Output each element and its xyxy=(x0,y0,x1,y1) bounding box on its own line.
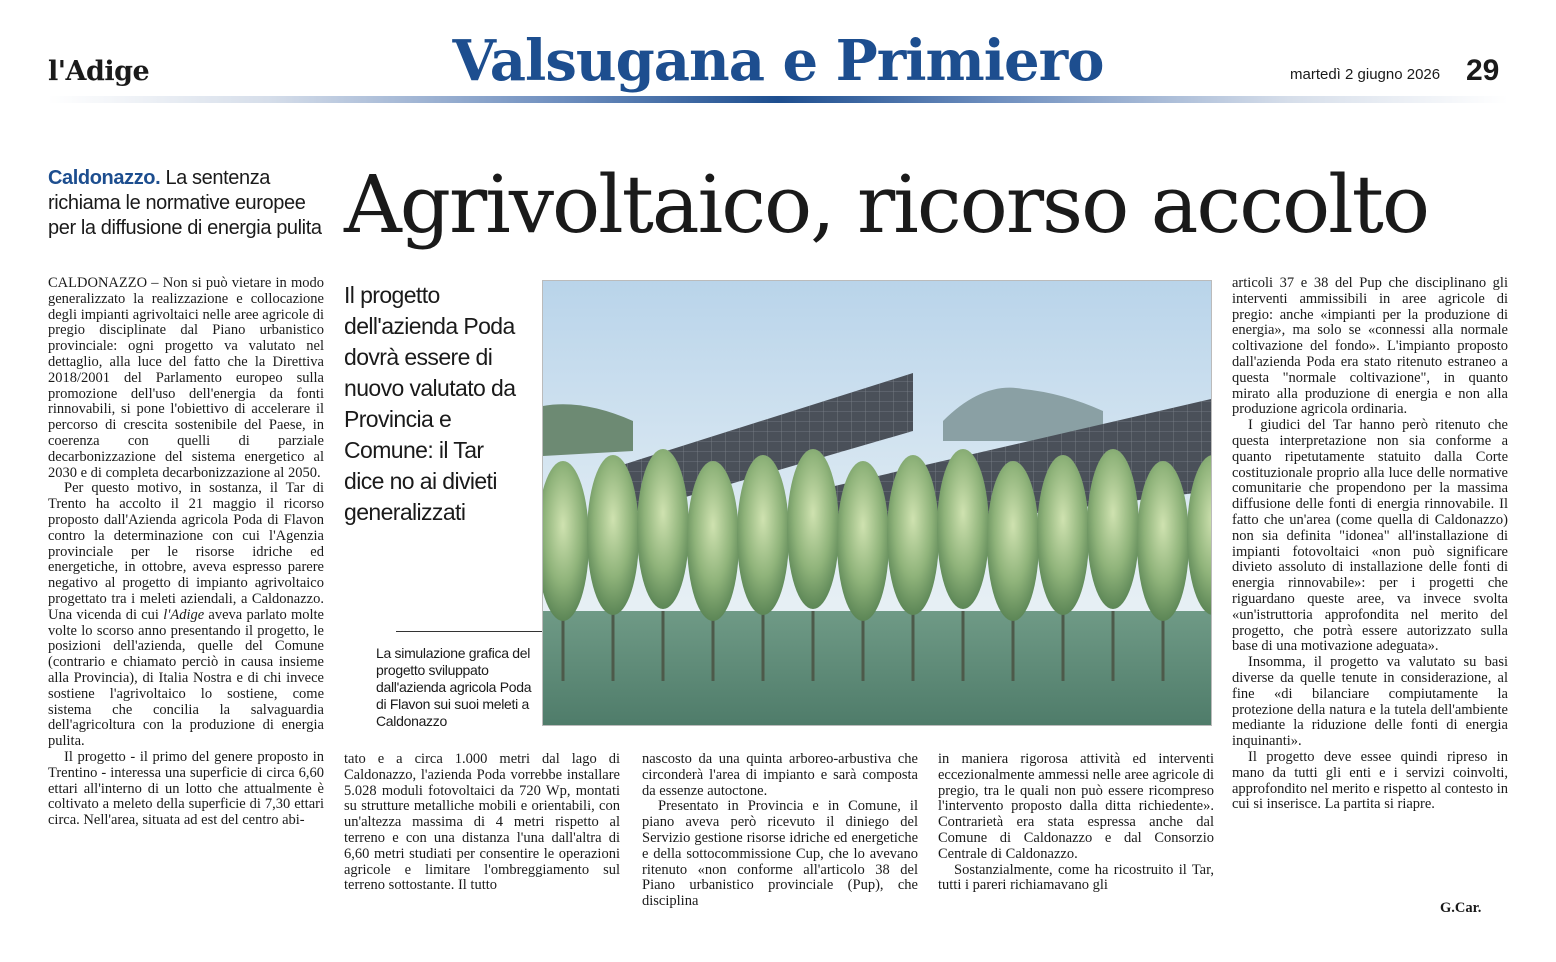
paragraph: articoli 37 e 38 del Pup che disciplinano gli interventi ammissibili in aree agricole di pregio: anche «impianti per la produzione di energia», ma solo se «connessi alla normale coltivazione del fondo». L'impianto proposto dall'azienda Poda era stato ritenuto estraneo a questa "normale coltivazione", in quanto mirato alla produzione di energia e non alla produzione agricola ordinaria. xyxy=(1232,275,1508,418)
tree-trunk xyxy=(1062,611,1065,681)
tree-crown xyxy=(637,449,689,609)
text-run: aveva parlato molte volte lo scorso anno presentando il progetto, le posizioni dell'azienda, quelle del Comune (contrario e chiamato perciò in causa insieme alla Provincia), di Italia Nostra e di chi invece sostiene l'agrivoltaico lo sostiene, come sistema che concilia la salvaguardia dell'agricoltura con la produzione di energia pulita. xyxy=(48,606,324,750)
paragraph: nascosto da una quinta arboreo-arbustiva che circonderà l'area di impianto e sarà composta da essenze autoctone. xyxy=(642,751,918,799)
tree-trunk xyxy=(862,611,865,681)
article-headline: Agrivoltaico, ricorso accolto xyxy=(344,158,1429,251)
tree-trunk xyxy=(812,611,815,681)
tree-crown xyxy=(1037,455,1089,615)
paragraph xyxy=(48,481,324,750)
paragraph: in maniera rigorosa attività ed interventi eccezionalmente ammessi nelle aree agricole di pregio, tra le quali non può essere ricompreso l'intervento proposto dalla ditta richiedente». Contrarietà era stata espressa anche dal Comune di Caldonazzo e dal Consorzio Centrale di Caldonazzo. xyxy=(938,751,1214,862)
paragraph: Il progetto - il primo del genere proposto in Trentino - interessa una superficie di circa 6,60 ettari all'interno di un lotto che attualmente è coltivato a meleto della superficie di 7,30 ettari circa. Nell'area, situata ad est del centro abi- xyxy=(48,748,324,829)
tree-trunk xyxy=(1012,611,1015,681)
agrivoltaic-simulation-photo xyxy=(542,280,1212,726)
tree-crown xyxy=(587,455,639,615)
tree-crown xyxy=(1087,449,1139,609)
article-column-3 xyxy=(642,752,918,910)
page-number: 29 xyxy=(1466,54,1500,87)
tree-trunk xyxy=(662,611,665,681)
tree-trunk xyxy=(962,611,965,681)
paragraph: CALDONAZZO – Non si può vietare in modo generalizzato la realizzazione e collocazione degli impianti agrivoltaici nelle aree agricole di pregio disciplinate dal Piano urbanistico provinciale: ogni progetto va valutato nel dettaglio, alla luce del fatto che la Direttiva 2018/2001 del Parlamento europeo sulla promozione dell'uso dell'energia da fonti rinnovabili, si pone l'obiettivo di accelerare il percorso di crescita sostenibile del Paese, in coerenza con quelli di parziale decarbonizzazione del sistema energetico al 2030 e di completa decarbonizzazione al 2050. xyxy=(48,275,324,481)
tree-crown xyxy=(987,461,1039,621)
article-kicker xyxy=(48,166,328,241)
tree-crown xyxy=(837,461,889,621)
article-column-1 xyxy=(48,276,324,829)
paragraph: Presentato in Provincia e in Comune, il piano aveva però ricevuto il diniego del Servizio gestione risorse idriche ed energetiche e della sottocommissione Cup, che lo avevano ritenuto «non conforme all'articolo 38 del Piano urbanistico provinciale (Pup), che disciplina xyxy=(642,798,918,910)
paragraph: Insomma, il progetto va valutato su basi diverse da quelle tenute in considerazione, al fine «di bilanciare compiutamente la protezione della natura e la tutela dell'ambiente mediante la riduzione delle fonti di energia inquinanti». xyxy=(1232,654,1508,750)
article-summary: Il progetto dell'azienda Poda dovrà essere di nuovo valutato da Provincia e Comune: il Tar dice no ai divieti generalizzati xyxy=(344,282,516,525)
text-run: Per questo motivo, in sostanza, il Tar di Trento ha accolto il 21 maggio il ricorso proposto dall'Azienda agricola Poda di Flavon contro la determinazione con cui l'Agenzia provinciale per le risorse idriche ed energetiche, in ottobre, aveva espresso parere negativo al progetto di impianto agrivoltaico progettato tra i meleti aziendali, a Caldonazzo. Una vicenda di cui xyxy=(48,480,324,623)
tree-trunk xyxy=(912,611,915,681)
header-gradient-band xyxy=(48,96,1508,103)
tree-crown xyxy=(1137,461,1189,621)
article-column-2 xyxy=(344,752,620,894)
newspaper-name-italic: l'Adige xyxy=(163,606,205,623)
tree-crown xyxy=(887,455,939,615)
kicker-place: Caldonazzo. xyxy=(48,167,161,189)
article-column-5 xyxy=(1232,276,1508,813)
tree-crown xyxy=(937,449,989,609)
tree-trunk xyxy=(762,611,765,681)
section-title: Valsugana e Primiero xyxy=(452,28,1104,94)
caption-rule xyxy=(396,631,542,632)
tree-crown xyxy=(687,461,739,621)
tree-trunk xyxy=(612,611,615,681)
paragraph: Il progetto deve essee quindi ripreso in mano da tutti gli enti e i servizi coinvolti, approfondito nel merito e rispetto al contesto in cui si inserisce. La partita si riapre. xyxy=(1232,748,1508,813)
tree-trunk xyxy=(562,611,565,681)
photo-caption: La simulazione grafica del progetto sviluppato dall'azienda agricola Poda di Flavon sui suoi meleti a Caldonazzo xyxy=(376,645,532,729)
tree-crown xyxy=(787,449,839,609)
paragraph: I giudici del Tar hanno però ritenuto che questa interpretazione non sia conforme a quanto ripetutamente statuito dalla Corte costituzionale proprio alla luce delle normative comunitarie che propendono per la massima diffusione delle fonti di energia rinnovabile. Il fatto che un'area (come quella di Caldonazzo) non sia definita "idonea" all'installazione di impianti fotovoltaici «non può significare divieto assoluto di installazione delle fonti di energia rinnovabile»: per i progetti che riguardano queste aree, va invece svolta «un'istruttoria approfondita nel merito del progetto, che potrà essere autorizzato sulla base di una motivazione adeguata». xyxy=(1232,417,1508,655)
tree-trunk xyxy=(1212,611,1213,681)
article-column-4 xyxy=(938,752,1214,894)
newspaper-logo: l'Adige xyxy=(48,56,150,87)
tree-trunk xyxy=(1162,611,1165,681)
paragraph: Sostanzialmente, come ha ricostruito il Tar, tutti i pareri richiamavano gli xyxy=(938,861,1214,894)
issue-date: martedì 2 giugno 2026 xyxy=(1290,66,1441,83)
tree-trunk xyxy=(712,611,715,681)
author-signature: G.Car. xyxy=(1440,900,1482,916)
tree-trunk xyxy=(1112,611,1115,681)
paragraph: tato e a circa 1.000 metri dal lago di Caldonazzo, l'azienda Poda vorrebbe installare 5.028 moduli fotovoltaici da 720 Wp, montati su strutture metalliche mobili e orientabili, con un'altezza massima di 4 metri rispetto al terreno e con una distanza l'una dall'altra di 6,60 metri studiati per consentire le operazioni agricole e limitare l'ombreggiamento sul terreno sottostante. Il tutto xyxy=(344,751,620,894)
kicker-text: La sentenza richiama le normative europee per la diffusione di energia pulita xyxy=(48,167,322,239)
tree-crown xyxy=(737,455,789,615)
